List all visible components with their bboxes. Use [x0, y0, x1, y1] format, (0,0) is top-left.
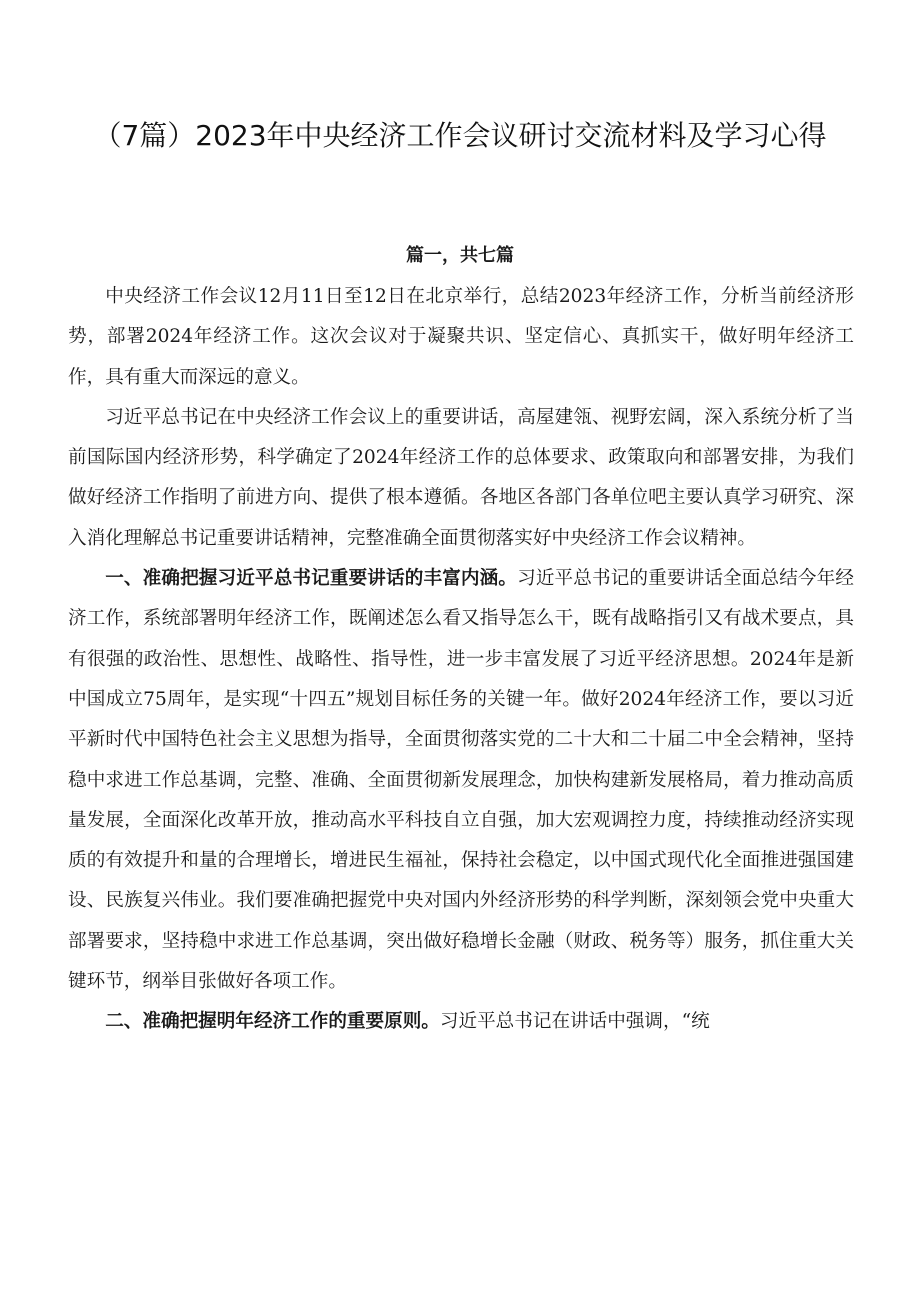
paragraph-heading: 二、准确把握明年经济工作的重要原则。 [105, 1011, 440, 1033]
document-body [68, 277, 854, 1043]
paragraph-text: 中央经济工作会议12月11日至12日在北京举行，总结2023年经济工作，分析当前经济形势，部署2024年经济工作。这次会议对于凝聚共识、坚定信心、真抓实干，做好明年经济工作，具有重大而深远的意义。 [68, 286, 854, 388]
paragraph-1 [68, 277, 854, 398]
paragraph-4 [68, 1002, 854, 1042]
paragraph-text: 习近平总书记在中央经济工作会议上的重要讲话，高屋建瓴、视野宏阔，深入系统分析了当前国际国内经济形势，科学确定了2024年经济工作的总体要求、政策取向和部署安排，为我们做好经济工作指明了前进方向、提供了根本遵循。各地区各部门各单位吧主要认真学习研究、深入消化理解总书记重要讲话精神，完整准确全面贯彻落实好中央经济工作会议精神。 [68, 406, 854, 549]
document-title: （7篇）2023年中央经济工作会议研讨交流材料及学习心得 [93, 119, 827, 152]
paragraph-3 [68, 559, 854, 1002]
paragraph-text: 习近平总书记的重要讲话全面总结今年经济工作，系统部署明年经济工作，既阐述怎么看又指导怎么干，既有战略指引又有战术要点，具有很强的政治性、思想性、战略性、指导性，进一步丰富发展了习近平经济思想。2024年是新中国成立75周年，是实现“十四五”规划目标任务的关键一年。做好2024年经济工作，要以习近平新时代中国特色社会主义思想为指导，全面贯彻落实党的二十大和二十届二中全会精神，坚持稳中求进工作总基调，完整、准确、全面贯彻新发展理念，加快构建新发展格局，着力推动高质量发展，全面深化改革开放，推动高水平科技自立自强，加大宏观调控力度，持续推动经济实现质的有效提升和量的合理增长，增进民生福祉，保持社会稳定，以中国式现代化全面推进强国建设、民族复兴伟业。我们要准确把握党中央对国内外经济形势的科学判断，深刻领会党中央重大部署要求，坚持稳中求进工作总基调，突出做好稳增长金融（财政、税务等）服务，抓住重大关键环节，纲举目张做好各项工作。 [68, 568, 854, 993]
section-subtitle: 篇一，共七篇 [406, 245, 514, 266]
paragraph-2 [68, 398, 854, 559]
paragraph-text: 习近平总书记在讲话中强调，“统 [439, 1011, 710, 1033]
paragraph-heading: 一、准确把握习近平总书记重要讲话的丰富内涵。 [105, 568, 518, 590]
